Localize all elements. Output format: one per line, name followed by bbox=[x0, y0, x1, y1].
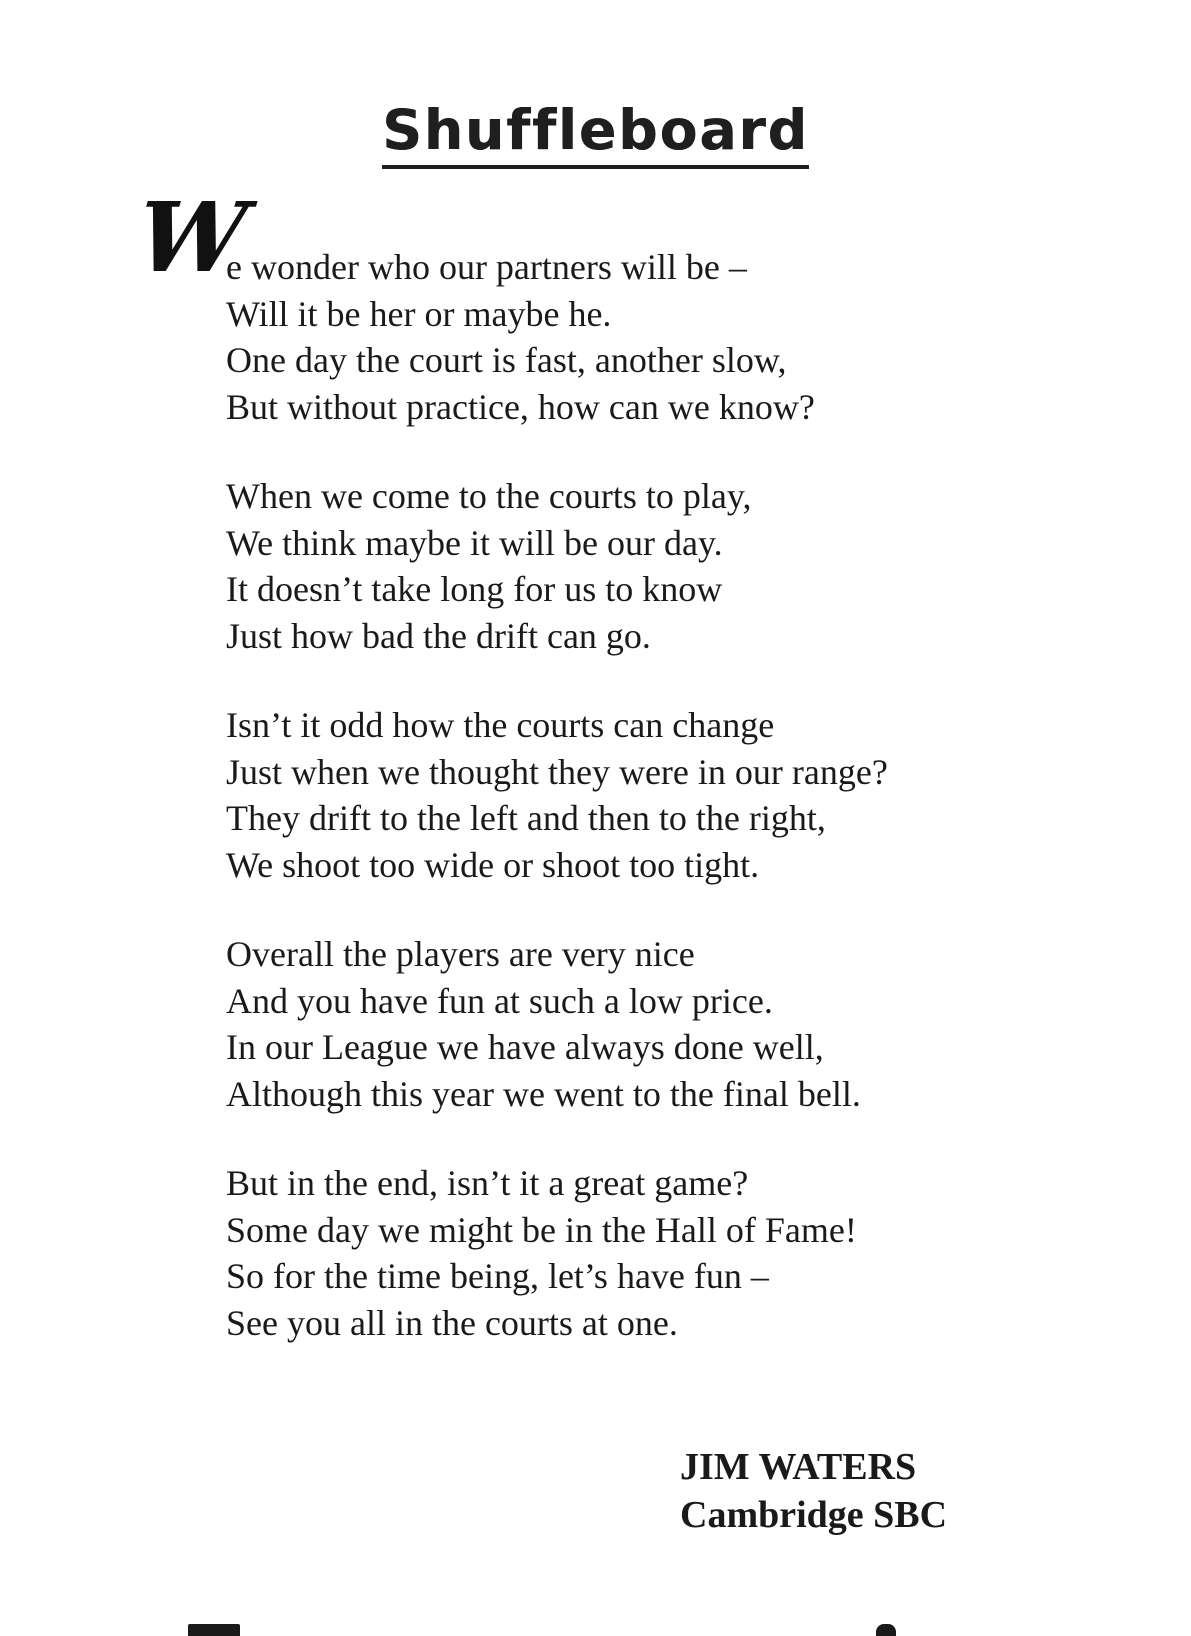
poem-line: Will it be her or maybe he. bbox=[226, 293, 612, 334]
author-club: Cambridge SBC bbox=[680, 1494, 948, 1536]
drop-cap: W bbox=[132, 181, 252, 294]
poem-body bbox=[226, 244, 888, 1389]
author-credit bbox=[680, 1443, 947, 1539]
poem-line: Isn’t it odd how the courts can change bbox=[226, 705, 775, 745]
poem-line: But in the end, isn’t it a great game? bbox=[226, 1163, 749, 1203]
stanza-5 bbox=[226, 1160, 888, 1346]
poem-line: e wonder who our partners will be – bbox=[226, 247, 747, 287]
poem-line: And you have fun at such a low price. bbox=[226, 980, 773, 1021]
poem-line: Although this year we went to the final bell. bbox=[226, 1073, 861, 1114]
poem-line: Just how bad the drift can go. bbox=[226, 615, 651, 656]
poem-title bbox=[0, 98, 1191, 162]
cropped-footer-mark-left bbox=[188, 1624, 240, 1636]
stanza-2 bbox=[226, 473, 888, 659]
poem-line: So for the time being, let’s have fun – bbox=[226, 1256, 769, 1296]
stanza-4 bbox=[226, 931, 888, 1117]
cropped-footer-mark-right bbox=[876, 1624, 896, 1636]
stanza-3 bbox=[226, 702, 888, 888]
poem-line: Overall the players are very nice bbox=[226, 934, 695, 974]
poem-line: We think maybe it will be our day. bbox=[226, 522, 723, 563]
stanza-1 bbox=[226, 244, 888, 430]
poem-line: When we come to the courts to play, bbox=[226, 476, 752, 516]
poem-line: In our League we have always done well, bbox=[226, 1027, 824, 1067]
poem-line: Just when we thought they were in our range? bbox=[226, 751, 888, 792]
author-name: JIM WATERS bbox=[680, 1446, 917, 1488]
poem-line: It doesn’t take long for us to know bbox=[226, 569, 723, 609]
poem-line: See you all in the courts at one. bbox=[226, 1302, 678, 1343]
poem-line: One day the court is fast, another slow, bbox=[226, 340, 787, 380]
poem-line: But without practice, how can we know? bbox=[226, 386, 815, 427]
poem-line: Some day we might be in the Hall of Fame! bbox=[226, 1209, 857, 1250]
poem-line: They drift to the left and then to the right, bbox=[226, 798, 826, 838]
poem-line: We shoot too wide or shoot too tight. bbox=[226, 844, 760, 885]
poem-title-text: Shuffleboard bbox=[382, 98, 809, 169]
